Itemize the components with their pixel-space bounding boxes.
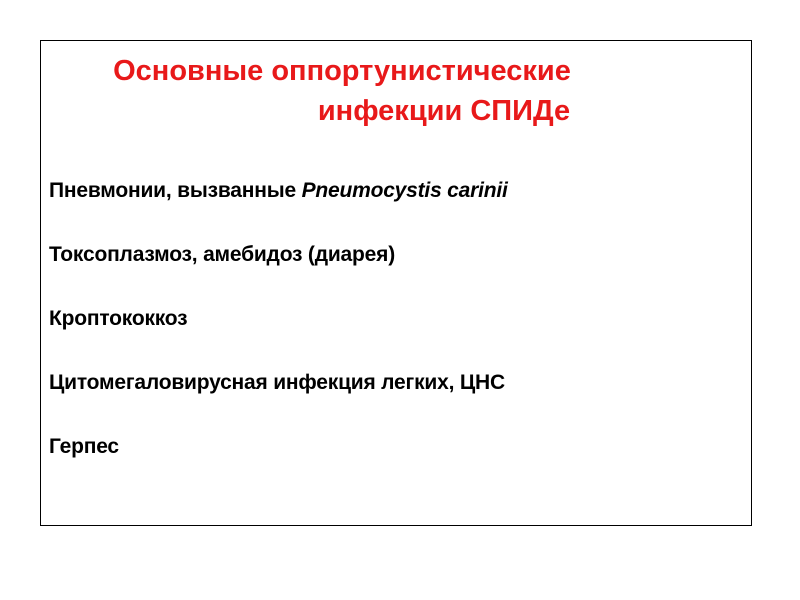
content-frame [40,40,752,526]
list-item-herpes: Герпес [49,435,119,458]
slide-title-line-1: Основные оппортунистические [113,55,571,87]
list-item-toxoplasmosis: Токсоплазмоз, амебидоз (диарея) [49,243,395,266]
slide-title-line-2: инфекции СПИДе [317,95,571,127]
list-item-cytomegalovirus: Цитомегаловирусная инфекция легких, ЦНС [49,371,505,394]
list-item-pneumonia-text: Пневмонии, вызванные [49,179,302,202]
list-item-pneumonia [49,178,508,204]
list-item-cryptococcosis: Кроптококкоз [49,307,188,330]
list-item-pneumonia-pathogen: Pneumocystis carinii [301,179,508,202]
